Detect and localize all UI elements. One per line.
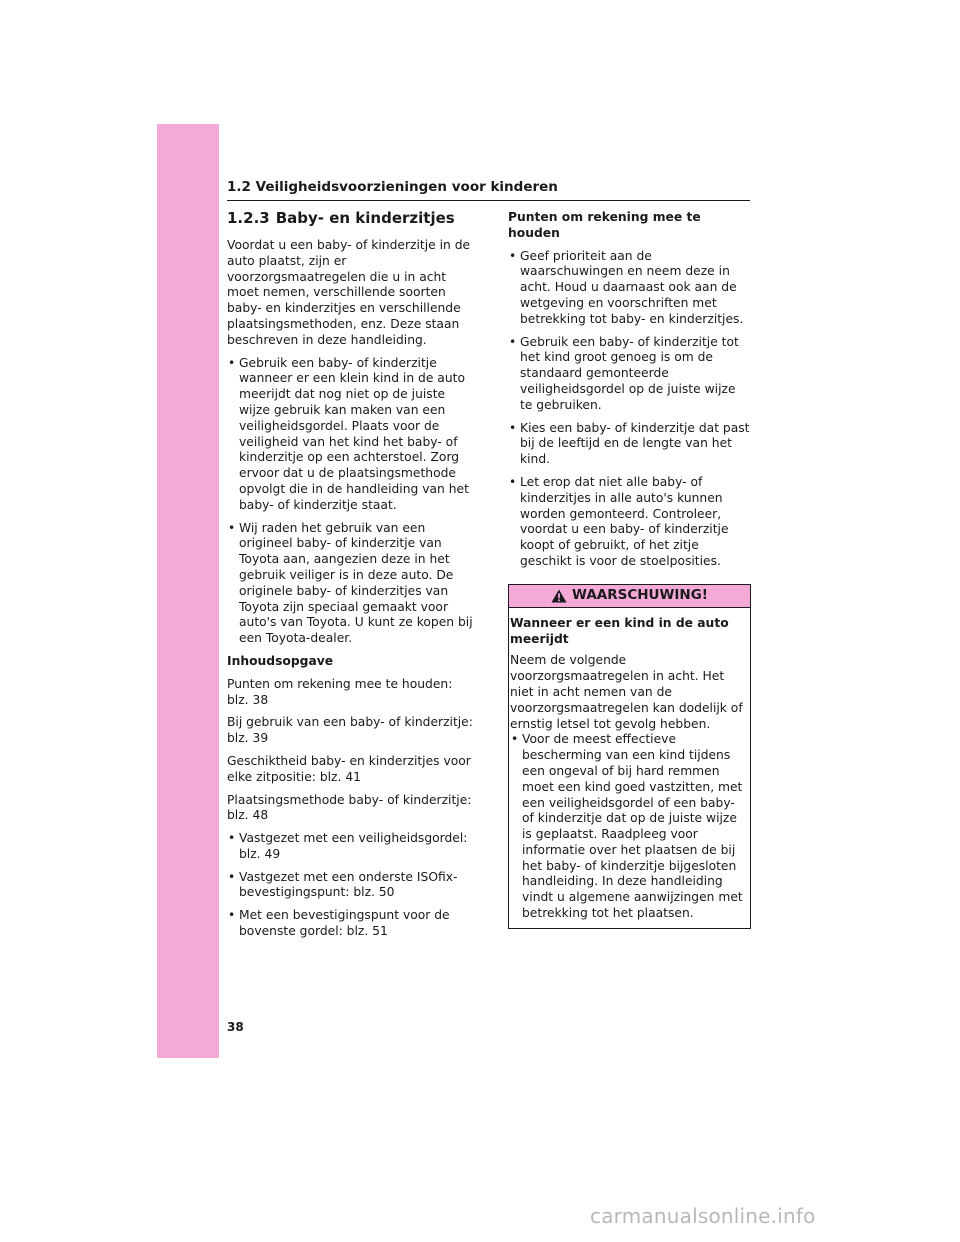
toc-title: Inhoudsopgave <box>227 653 334 668</box>
toc-link[interactable]: Plaatsingsmethode baby- of kinderzitje: blz. 48 <box>227 792 472 823</box>
warning-bullet: • Voor de meest effectieve bescherming van een kind tijdens een ongeval of bij hard remmen moet een kind goed vastzitten, met een veiligheidsgordel of een baby- of kinderzitje dat op de juiste wijze is geplaatst. Raadpleeg voor informatie over het plaatsen de bij het baby- of kinderzitje bijgesloten handleiding. In deze handleiding vindt u algemene aanwijzingen met betrekking tot het plaatsen. <box>510 732 744 922</box>
watermark: carmanualsonline.info <box>590 1204 816 1228</box>
consideration-bullet: • Gebruik een baby- of kinderzitje tot het kind groot genoeg is om de standaard gemonteerde veiligheidsgordel op de juiste wijze te gebruiken. <box>508 335 751 414</box>
warning-header <box>509 585 750 608</box>
left-column <box>227 208 473 947</box>
consideration-bullet: • Let erop dat niet alle baby- of kinderzitjes in alle auto's kunnen worden gemonteerd. Controleer, voordat u een baby- of kinderzitje koopt of gebruikt, of het zitje geschikt is voor de stoelposities. <box>508 475 751 570</box>
right-column <box>508 210 751 929</box>
header-divider <box>227 200 750 201</box>
toc-sublink[interactable]: • Met een bevestigingspunt voor de bovenste gordel: blz. 51 <box>227 908 473 940</box>
toc-link[interactable]: Punten om rekening mee te houden: blz. 38 <box>227 676 453 707</box>
toc-link[interactable]: Bij gebruik van een baby- of kinderzitje: blz. 39 <box>227 715 473 746</box>
chapter-side-tab <box>157 124 219 1058</box>
intro-bullet: • Gebruik een baby- of kinderzitje wanneer er een klein kind in de auto meerijdt dat nog niet op de juiste wijze gebruik kan maken van een veiligheidsgordel. Plaats voor de veiligheid van het kind het baby- of kinderzitje op een achterstoel. Zorg ervoor dat u de plaatsingsmethode opvolgt die in de handleiding van het baby- of kinderzitje staat. <box>227 356 473 514</box>
consideration-bullet: • Geef prioriteit aan de waarschuwingen en neem deze in acht. Houd u daarnaast ook aan de wetgeving en voorschriften met betrekking tot baby- en kinderzitjes. <box>508 249 751 328</box>
warning-subtitle: Wanneer er een kind in de auto meerijdt <box>510 615 729 646</box>
consideration-bullet: • Kies een baby- of kinderzitje dat past bij de leeftijd en de lengte van het kind. <box>508 421 751 468</box>
intro-bullet: • Wij raden het gebruik van een origineel baby- of kinderzitje van Toyota aan, aangezien deze in het gebruik veiliger is in deze auto. De originele baby- of kinderzitjes van Toyota zijn speciaal gemaakt voor auto's van Toyota. U kunt ze kopen bij een Toyota-dealer. <box>227 521 473 647</box>
page-title-number: 1.2.3 <box>227 209 270 227</box>
page-number: 38 <box>227 1020 244 1034</box>
page-title <box>227 208 473 228</box>
toc-link[interactable]: Geschiktheid baby- en kinderzitjes voor elke zitpositie: blz. 41 <box>227 753 471 784</box>
toc-sublink[interactable]: • Vastgezet met een veiligheidsgordel: blz. 49 <box>227 831 473 863</box>
warning-triangle-icon <box>551 589 567 603</box>
warning-label: WAARSCHUWING! <box>572 586 708 603</box>
considerations-title: Punten om rekening mee te houden <box>508 210 701 240</box>
section-header: 1.2 Veiligheidsvoorzieningen voor kinderen <box>227 179 558 195</box>
intro-paragraph: Voordat u een baby- of kinderzitje in de auto plaatst, zijn er voorzorgsmaatregelen die u in acht moet nemen, verschillende soorten baby- en kinderzitjes en verschillende plaatsingsmethoden, enz. Deze staan beschreven in deze handleiding. <box>227 238 471 347</box>
warning-text: Neem de volgende voorzorgsmaatregelen in acht. Het niet in acht nemen van de voorzorgsmaatregelen kan dodelijk of ernstig letsel tot gevolg hebben. <box>510 653 743 731</box>
warning-box <box>508 584 751 929</box>
warning-body <box>509 608 750 928</box>
toc-sublink[interactable]: • Vastgezet met een onderste ISOfix-bevestigingspunt: blz. 50 <box>227 870 473 902</box>
page-title-text: Baby- en kinderzitjes <box>275 209 455 227</box>
